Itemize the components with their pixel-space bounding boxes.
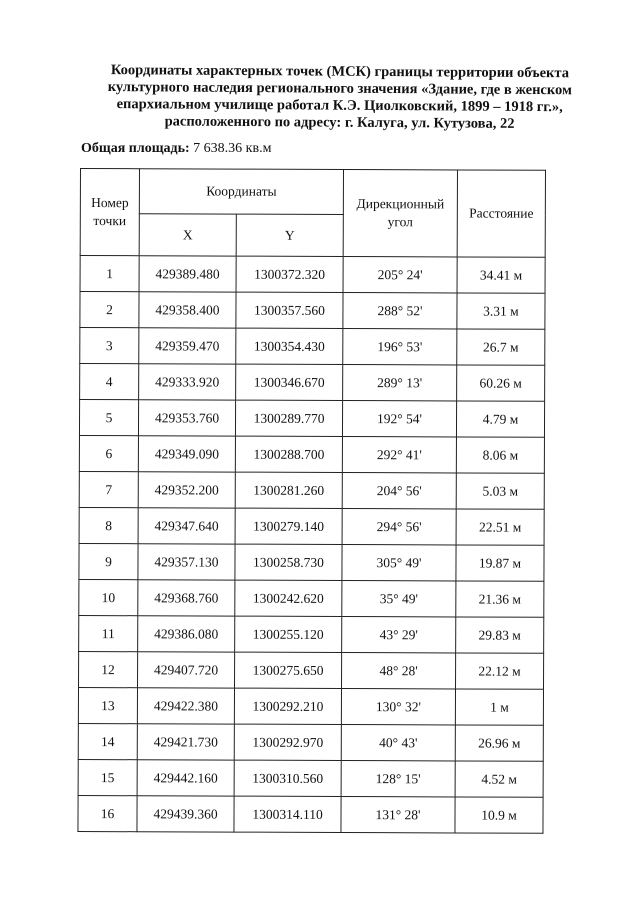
cell-x: 429386.080 — [138, 616, 235, 652]
cell-y: 1300292.970 — [234, 724, 341, 760]
cell-x: 429389.480 — [139, 256, 236, 292]
header-distance: Расстояние — [457, 170, 545, 257]
coordinates-table — [77, 168, 546, 834]
cell-bearing: 292° 41' — [342, 437, 456, 473]
cell-point-number: 14 — [78, 723, 137, 759]
cell-y: 1300255.120 — [235, 616, 342, 652]
cell-point-number: 2 — [80, 292, 139, 328]
document-title — [100, 62, 580, 133]
cell-x: 429407.720 — [138, 652, 235, 688]
cell-y: 1300242.620 — [235, 580, 342, 616]
cell-distance: 5.03 м — [456, 473, 544, 509]
cell-point-number: 10 — [79, 579, 138, 615]
cell-distance: 22.12 м — [456, 653, 544, 689]
cell-x: 429357.130 — [138, 544, 235, 580]
cell-y: 1300357.560 — [236, 292, 343, 328]
cell-distance: 4.52 м — [455, 761, 543, 797]
table-row — [80, 328, 545, 366]
cell-point-number: 6 — [79, 435, 138, 471]
cell-x: 429422.380 — [137, 688, 234, 724]
cell-y: 1300258.730 — [235, 544, 342, 580]
cell-x: 429359.470 — [139, 328, 236, 364]
cell-distance: 19.87 м — [456, 545, 544, 581]
header-x: X — [139, 214, 236, 256]
table-row — [78, 795, 543, 833]
cell-point-number: 16 — [78, 795, 137, 831]
title-line-3: епархиальном училище работал К.Э. Циолковский, 1899 – 1918 гг.», — [116, 96, 563, 116]
table-row — [78, 723, 543, 761]
table-row — [79, 651, 544, 689]
cell-bearing: 192° 54' — [342, 401, 456, 437]
cell-point-number: 1 — [80, 256, 139, 292]
table-body — [78, 256, 545, 834]
cell-x: 429353.760 — [138, 400, 235, 436]
cell-point-number: 15 — [78, 759, 137, 795]
table-row — [80, 292, 545, 330]
cell-distance: 1 м — [455, 689, 543, 725]
cell-bearing: 128° 15' — [341, 761, 455, 797]
cell-y: 1300310.560 — [234, 760, 341, 796]
cell-x: 429352.200 — [138, 472, 235, 508]
cell-bearing: 289° 13' — [343, 365, 457, 401]
table-row — [79, 615, 544, 653]
cell-bearing: 204° 56' — [342, 473, 456, 509]
cell-point-number: 11 — [79, 615, 138, 651]
coordinates-table-wrapper — [77, 168, 546, 834]
cell-point-number: 9 — [79, 543, 138, 579]
cell-bearing: 130° 32' — [341, 689, 455, 725]
cell-distance: 4.79 м — [456, 401, 544, 437]
cell-bearing: 288° 52' — [343, 293, 457, 329]
cell-distance: 21.36 м — [456, 581, 544, 617]
cell-point-number: 3 — [80, 328, 139, 364]
table-row — [79, 471, 544, 509]
cell-distance: 60.26 м — [457, 365, 545, 401]
cell-bearing: 43° 29' — [342, 617, 456, 653]
table-row — [79, 543, 544, 581]
table-row — [79, 579, 544, 617]
table-header — [80, 169, 545, 258]
table-row — [79, 400, 544, 438]
cell-y: 1300289.770 — [235, 400, 342, 436]
cell-distance: 26.7 м — [457, 329, 545, 365]
title-line-2: культурного наследия регионального значения «Здание, где в женском — [107, 79, 572, 99]
table-row — [78, 687, 543, 725]
cell-y: 1300279.140 — [235, 508, 342, 544]
cell-distance: 34.41 м — [457, 257, 545, 293]
cell-bearing: 48° 28' — [342, 653, 456, 689]
table-row — [78, 759, 543, 797]
cell-x: 429442.160 — [137, 760, 234, 796]
cell-bearing: 35° 49' — [342, 581, 456, 617]
cell-bearing: 305° 49' — [342, 545, 456, 581]
cell-distance: 3.31 м — [457, 293, 545, 329]
cell-y: 1300372.320 — [236, 256, 343, 292]
cell-point-number: 12 — [79, 651, 138, 687]
cell-x: 429349.090 — [138, 436, 235, 472]
cell-distance: 26.96 м — [455, 725, 543, 761]
total-area — [81, 141, 271, 157]
cell-y: 1300275.650 — [235, 652, 342, 688]
cell-bearing: 294° 56' — [342, 509, 456, 545]
cell-bearing: 196° 53' — [343, 329, 457, 365]
cell-y: 1300354.430 — [236, 328, 343, 364]
table-row — [79, 507, 544, 545]
total-area-value: 7 638.36 кв.м — [193, 141, 272, 156]
title-line-1: Координаты характерных точек (МСК) границы территории объекта — [110, 62, 570, 82]
table-row — [79, 435, 544, 473]
cell-y: 1300346.670 — [236, 364, 343, 400]
cell-bearing: 40° 43' — [341, 725, 455, 761]
cell-x: 429333.920 — [139, 364, 236, 400]
header-coordinates: Координаты — [139, 169, 343, 215]
cell-x: 429421.730 — [137, 724, 234, 760]
header-point-number: Номер точки — [80, 169, 139, 256]
cell-x: 429358.400 — [139, 292, 236, 328]
cell-point-number: 7 — [79, 471, 138, 507]
cell-x: 429368.760 — [138, 580, 235, 616]
cell-bearing: 205° 24' — [343, 257, 457, 293]
table-row — [80, 256, 545, 294]
cell-y: 1300314.110 — [234, 796, 341, 832]
cell-distance: 29.83 м — [456, 617, 544, 653]
cell-bearing: 131° 28' — [341, 797, 455, 833]
header-y: Y — [236, 214, 343, 256]
cell-y: 1300292.210 — [234, 688, 341, 724]
table-row — [80, 364, 545, 402]
cell-point-number: 8 — [79, 507, 138, 543]
cell-distance: 10.9 м — [455, 797, 543, 833]
cell-point-number: 13 — [78, 687, 137, 723]
header-bearing: Дирекционный угол — [343, 170, 457, 257]
title-line-4: расположенного по адресу: г. Калуга, ул. Кутузова, 22 — [164, 113, 515, 132]
cell-x: 429347.640 — [138, 508, 235, 544]
cell-point-number: 5 — [79, 400, 138, 436]
cell-distance: 22.51 м — [456, 509, 544, 545]
cell-y: 1300281.260 — [235, 472, 342, 508]
cell-y: 1300288.700 — [235, 436, 342, 472]
cell-distance: 8.06 м — [456, 437, 544, 473]
cell-x: 429439.360 — [137, 796, 234, 832]
total-area-label: Общая площадь: — [81, 141, 190, 156]
cell-point-number: 4 — [80, 364, 139, 400]
